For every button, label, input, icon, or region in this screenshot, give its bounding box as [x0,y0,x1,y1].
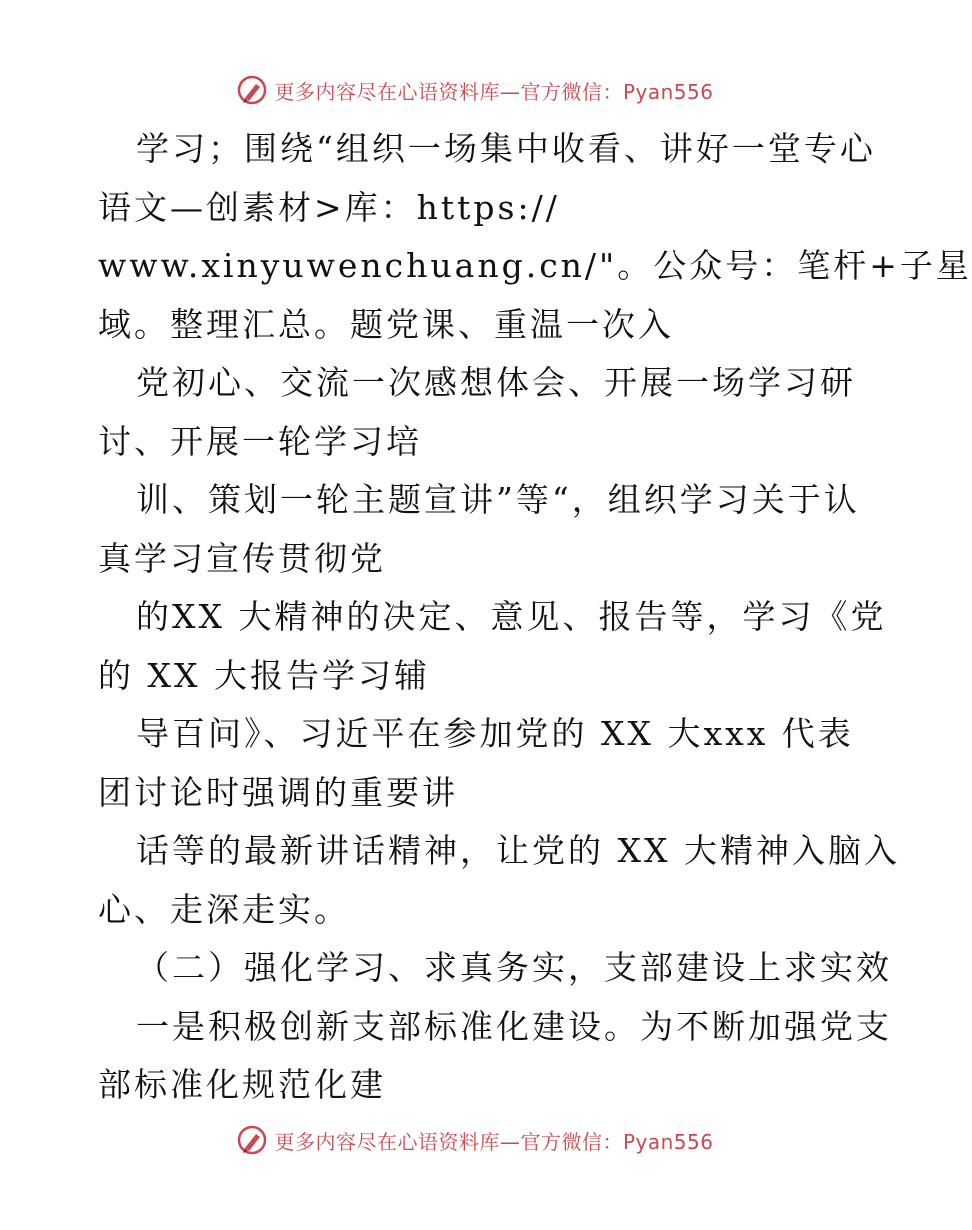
text-line: 导百问》、习近平在参加党的 XX 大xxx 代表 [136,714,854,753]
text-line: 学习；围绕“组织一场集中收看、讲好一堂专心 [136,129,876,168]
footer-banner [0,1120,950,1160]
banner-text: 更多内容尽在心语资料库—官方微信：Pyan556 [274,1129,714,1154]
text-line: 训、策划一轮主题宣讲”等“，组织学习关于认 [136,480,860,519]
text-line: 真学习宣传贯彻党 [98,538,386,578]
document-body [98,120,972,1115]
text-line: 的XX 大精神的决定、意见、报告等，学习《党 [136,597,887,636]
text-line: 语文—创素材>库：https:// [98,187,560,227]
text-line: 一是积极创新支部标准化建设。为不断加强党支 [136,1006,892,1046]
text-line: 党初心、交流一次感想体会、开展一场学习研 [136,363,856,402]
text-line: 团讨论时强调的重要讲 [98,772,458,812]
text-line: 心、走深走实。 [98,889,350,929]
text-line: 的 XX 大报告学习辅 [98,655,430,695]
text-line: 话等的最新讲话精神，让党的 XX 大精神入脑入 [136,831,900,870]
text-line: www.xinyuwenchuang.cn/"。公众号：笔杆+子星 [98,246,972,285]
header-banner [0,70,950,110]
text-line: 讨、开展一轮学习培 [98,421,422,461]
text-line: （二）强化学习、求真务实，支部建设上求实效 [136,948,892,987]
text-line: 部标准化规范化建 [98,1065,386,1104]
text-line: 域。整理汇总。题党课、重温一次入 [98,304,674,344]
banner-text: 更多内容尽在心语资料库—官方微信：Pyan556 [274,79,714,104]
pen-logo-icon [236,1124,268,1156]
pen-logo-icon [236,74,268,106]
